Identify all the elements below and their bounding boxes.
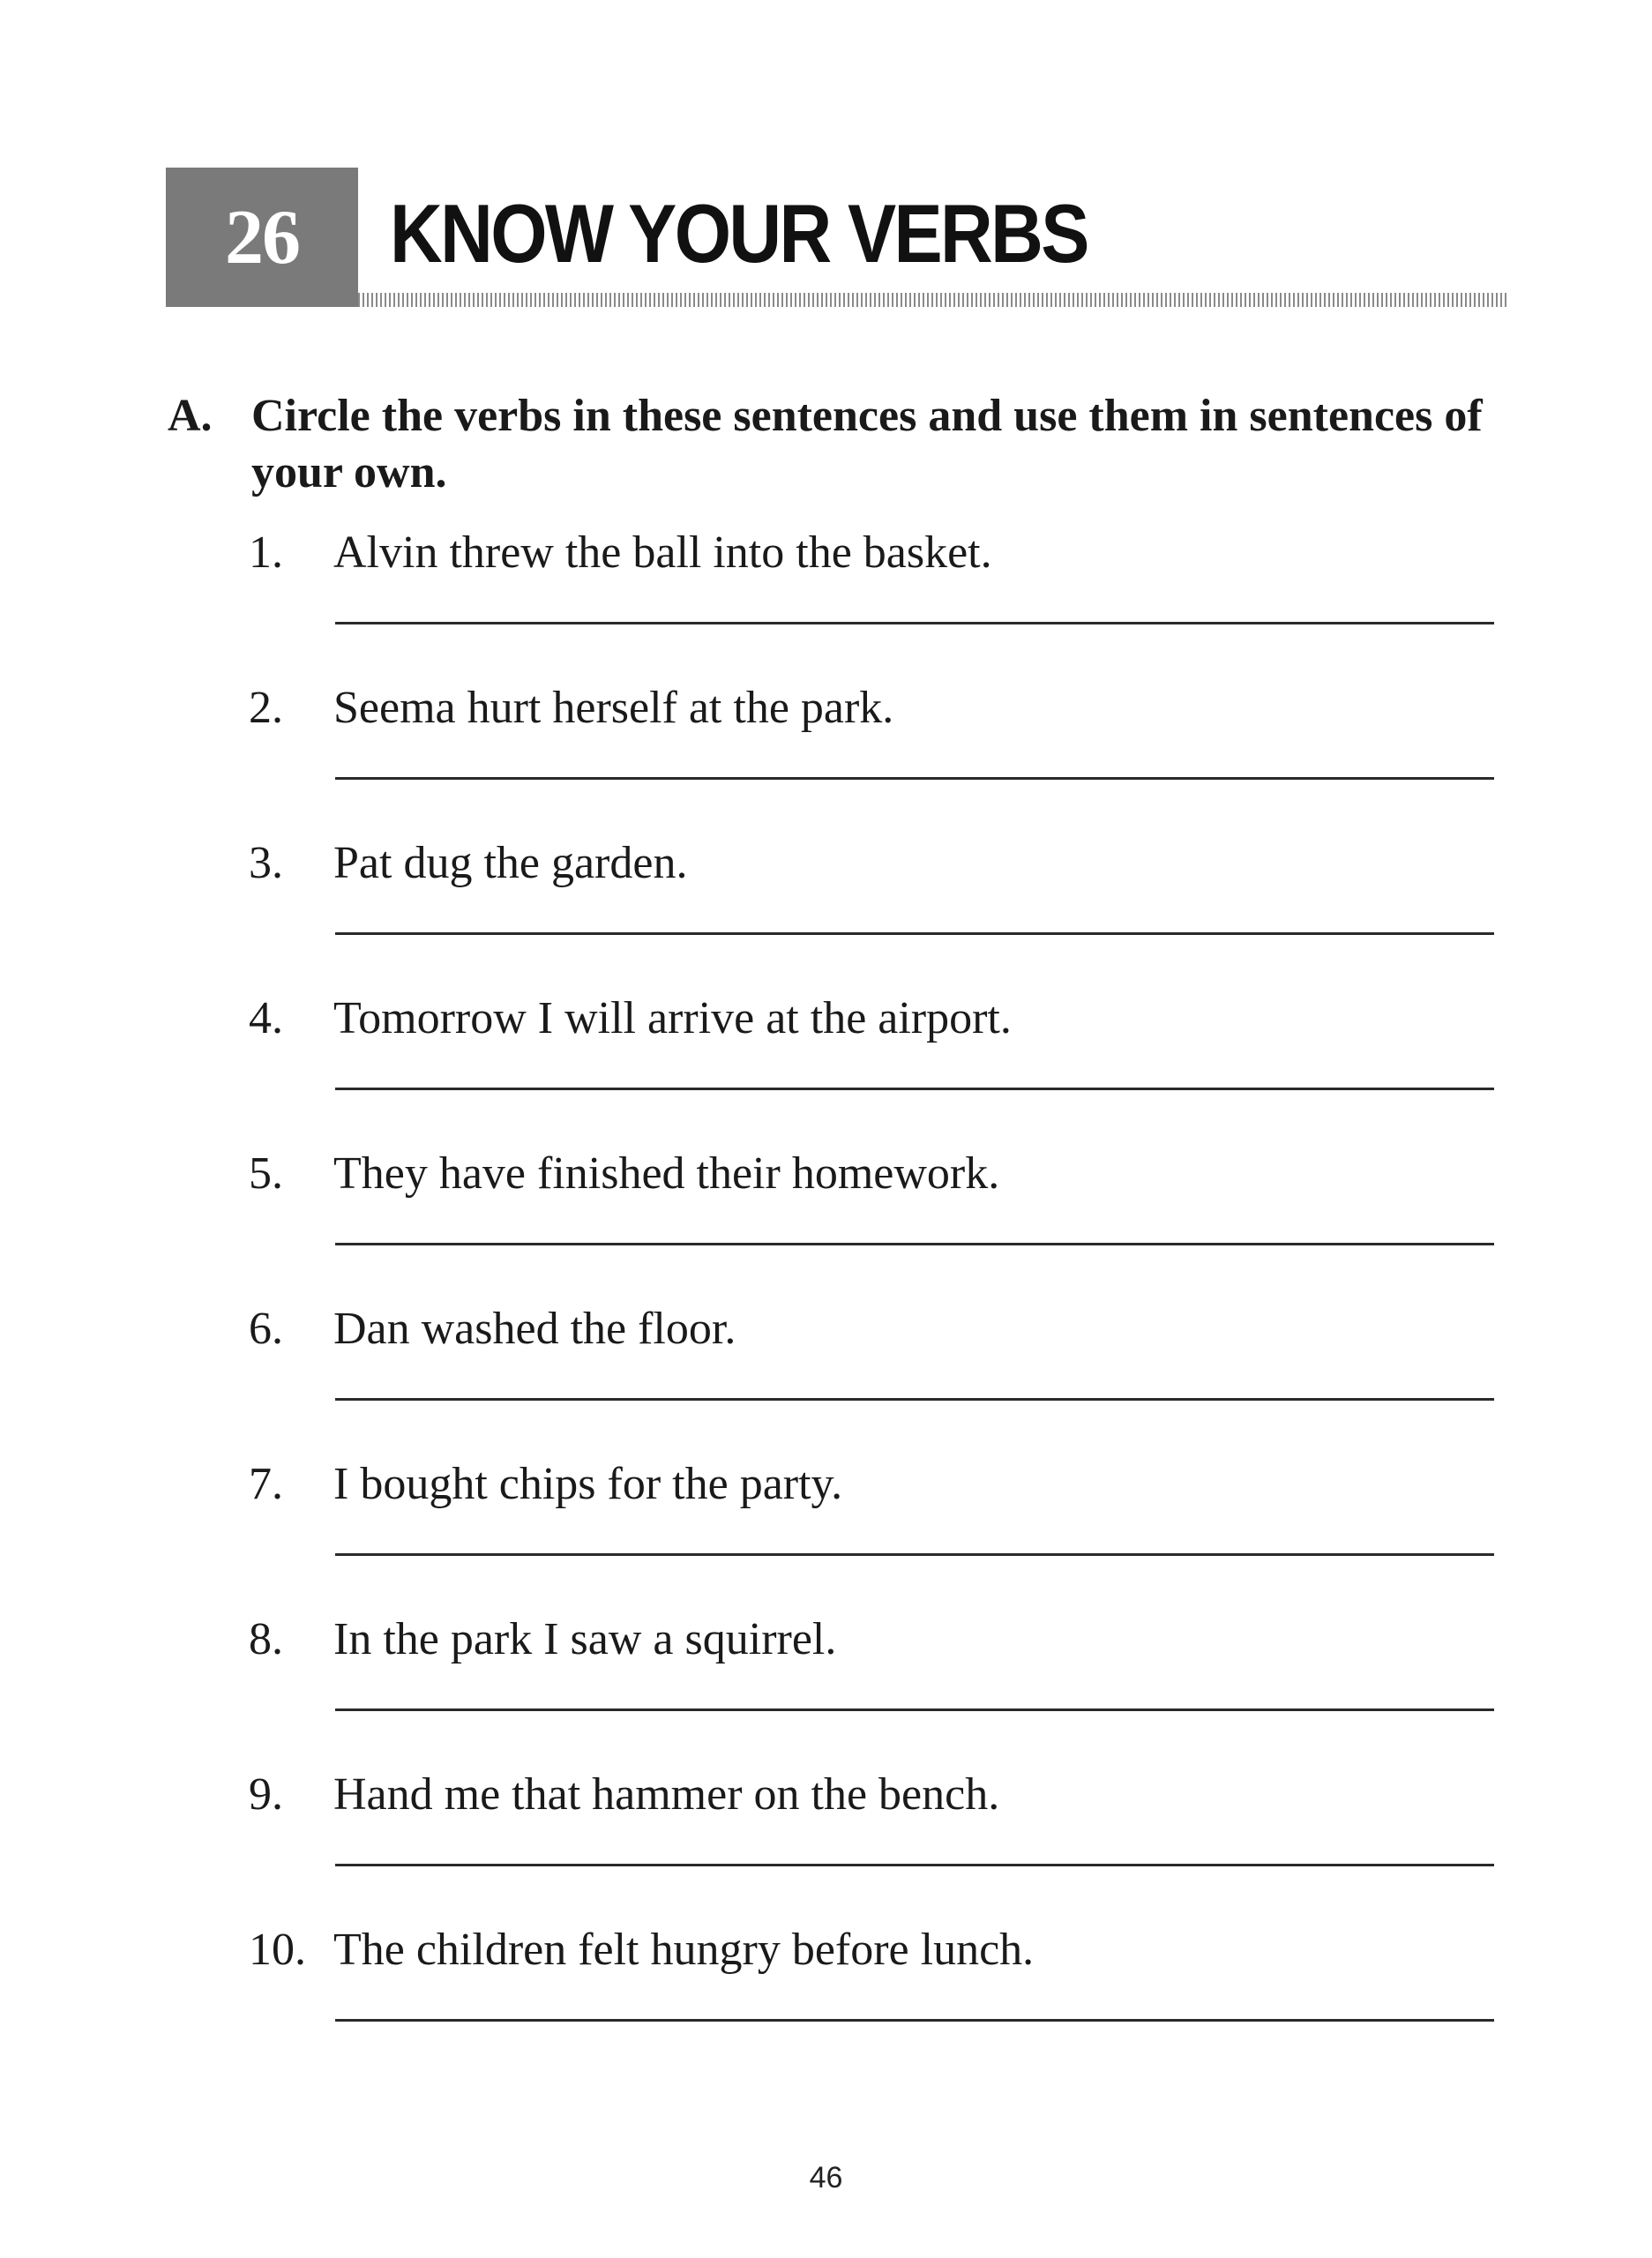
answer-line[interactable] <box>335 2019 1494 2022</box>
item-number: 5. <box>249 1148 283 1199</box>
item-sentence: Seema hurt herself at the park. <box>333 683 894 733</box>
item-sentence: The children felt hungry before lunch. <box>333 1925 1035 1975</box>
item-sentence: I bought chips for the party. <box>333 1459 843 1509</box>
exercise-item <box>0 1922 1652 2077</box>
page-number: 46 <box>809 2161 843 2194</box>
item-number: 9. <box>249 1769 283 1820</box>
item-number: 4. <box>249 993 283 1043</box>
item-sentence: Dan washed the floor. <box>333 1304 736 1354</box>
exercise-item <box>0 1301 1652 1456</box>
item-sentence: Tomorrow I will arrive at the airport. <box>333 993 1012 1043</box>
item-number: 7. <box>249 1459 283 1509</box>
item-sentence: In the park I saw a squirrel. <box>333 1614 837 1664</box>
exercise-item <box>0 525 1652 680</box>
item-sentence: Pat dug the garden. <box>333 838 688 888</box>
answer-line[interactable] <box>335 1088 1494 1090</box>
exercise-item <box>0 1146 1652 1301</box>
item-sentence: They have finished their homework. <box>333 1148 1000 1199</box>
answer-line[interactable] <box>335 622 1494 624</box>
item-sentence: Alvin threw the ball into the basket. <box>333 527 992 578</box>
exercise-item <box>0 835 1652 991</box>
chapter-title: KNOW YOUR VERBS <box>390 187 1088 280</box>
answer-line[interactable] <box>335 1864 1494 1866</box>
exercise-item <box>0 991 1652 1146</box>
exercise-item <box>0 1767 1652 1922</box>
answer-line[interactable] <box>335 1553 1494 1556</box>
item-number: 1. <box>249 527 283 578</box>
answer-line[interactable] <box>335 777 1494 780</box>
answer-line[interactable] <box>335 932 1494 935</box>
answer-line[interactable] <box>335 1398 1494 1401</box>
answer-line[interactable] <box>335 1243 1494 1245</box>
item-number: 10. <box>249 1925 306 1975</box>
item-sentence: Hand me that hammer on the bench. <box>333 1769 1000 1820</box>
item-number: 8. <box>249 1614 283 1664</box>
item-number: 3. <box>249 838 283 888</box>
exercise-item <box>0 1611 1652 1767</box>
section-instruction: Circle the verbs in these sentences and use them in sentences of your own. <box>251 391 1483 497</box>
chapter-number: 26 <box>225 194 299 280</box>
exercise-item <box>0 680 1652 835</box>
exercise-item <box>0 1456 1652 1611</box>
item-number: 2. <box>249 683 283 733</box>
section-letter: A. <box>168 391 213 441</box>
item-number: 6. <box>249 1304 283 1354</box>
answer-line[interactable] <box>335 1708 1494 1711</box>
